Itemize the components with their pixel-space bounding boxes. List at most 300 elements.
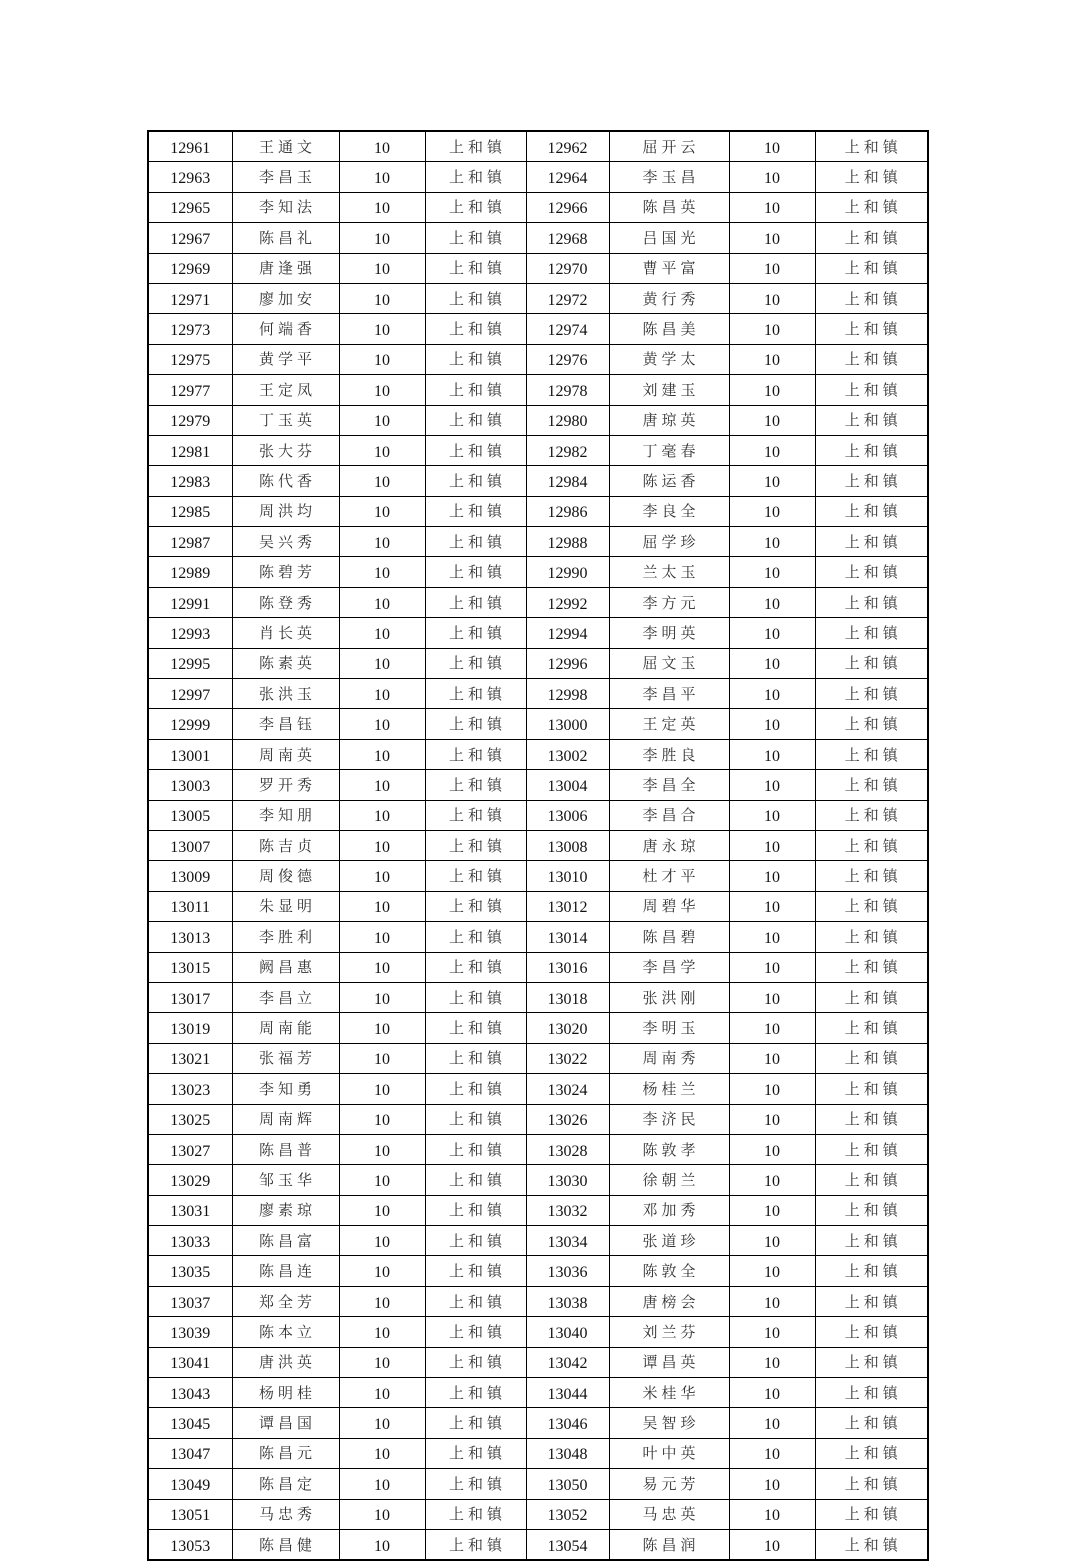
left-person-name-cell: 唐洪英 bbox=[232, 1347, 339, 1377]
left-record-id-cell: 12981 bbox=[148, 435, 232, 465]
left-town-name-cell: 上和镇 bbox=[425, 1317, 526, 1347]
table-row bbox=[148, 891, 928, 921]
left-town-name-cell: 上和镇 bbox=[425, 223, 526, 253]
right-town-name-cell: 上和镇 bbox=[815, 223, 928, 253]
right-record-id-cell: 13042 bbox=[526, 1347, 609, 1377]
right-amount-cell: 10 bbox=[729, 770, 815, 800]
left-town-name-cell: 上和镇 bbox=[425, 405, 526, 435]
right-amount-cell: 10 bbox=[729, 253, 815, 283]
left-record-id-cell: 13015 bbox=[148, 952, 232, 982]
right-town-name-cell: 上和镇 bbox=[815, 1499, 928, 1529]
right-record-id-cell: 12990 bbox=[526, 557, 609, 587]
right-person-name-cell: 屈开云 bbox=[609, 131, 729, 162]
left-record-id-cell: 12989 bbox=[148, 557, 232, 587]
left-record-id-cell: 12987 bbox=[148, 527, 232, 557]
left-person-name-cell: 朱显明 bbox=[232, 891, 339, 921]
table-row bbox=[148, 800, 928, 830]
left-record-id-cell: 13003 bbox=[148, 770, 232, 800]
left-amount-cell: 10 bbox=[339, 253, 425, 283]
left-amount-cell: 10 bbox=[339, 1134, 425, 1164]
right-record-id-cell: 13040 bbox=[526, 1317, 609, 1347]
left-person-name-cell: 马忠秀 bbox=[232, 1499, 339, 1529]
left-record-id-cell: 13007 bbox=[148, 830, 232, 860]
left-person-name-cell: 陈登秀 bbox=[232, 587, 339, 617]
left-person-name-cell: 陈吉贞 bbox=[232, 830, 339, 860]
table-row bbox=[148, 1469, 928, 1499]
left-record-id-cell: 13023 bbox=[148, 1074, 232, 1104]
left-person-name-cell: 陈本立 bbox=[232, 1317, 339, 1347]
table-row bbox=[148, 1134, 928, 1164]
left-record-id-cell: 13009 bbox=[148, 861, 232, 891]
table-row bbox=[148, 223, 928, 253]
left-amount-cell: 10 bbox=[339, 739, 425, 769]
right-record-id-cell: 13030 bbox=[526, 1165, 609, 1195]
left-amount-cell: 10 bbox=[339, 1074, 425, 1104]
right-amount-cell: 10 bbox=[729, 800, 815, 830]
left-person-name-cell: 李知法 bbox=[232, 192, 339, 222]
left-record-id-cell: 13013 bbox=[148, 922, 232, 952]
left-amount-cell: 10 bbox=[339, 527, 425, 557]
right-amount-cell: 10 bbox=[729, 1134, 815, 1164]
right-town-name-cell: 上和镇 bbox=[815, 1408, 928, 1438]
right-town-name-cell: 上和镇 bbox=[815, 253, 928, 283]
right-person-name-cell: 黄行秀 bbox=[609, 283, 729, 313]
right-amount-cell: 10 bbox=[729, 466, 815, 496]
right-town-name-cell: 上和镇 bbox=[815, 375, 928, 405]
right-record-id-cell: 13008 bbox=[526, 830, 609, 860]
right-record-id-cell: 12984 bbox=[526, 466, 609, 496]
right-record-id-cell: 13014 bbox=[526, 922, 609, 952]
right-person-name-cell: 周南秀 bbox=[609, 1043, 729, 1073]
left-amount-cell: 10 bbox=[339, 1286, 425, 1316]
right-town-name-cell: 上和镇 bbox=[815, 739, 928, 769]
left-person-name-cell: 陈昌连 bbox=[232, 1256, 339, 1286]
left-town-name-cell: 上和镇 bbox=[425, 314, 526, 344]
left-person-name-cell: 陈昌富 bbox=[232, 1226, 339, 1256]
left-amount-cell: 10 bbox=[339, 131, 425, 162]
left-record-id-cell: 13021 bbox=[148, 1043, 232, 1073]
right-record-id-cell: 13052 bbox=[526, 1499, 609, 1529]
right-person-name-cell: 李明英 bbox=[609, 618, 729, 648]
right-record-id-cell: 13044 bbox=[526, 1378, 609, 1408]
right-town-name-cell: 上和镇 bbox=[815, 1286, 928, 1316]
table-row bbox=[148, 344, 928, 374]
left-person-name-cell: 周南英 bbox=[232, 739, 339, 769]
left-town-name-cell: 上和镇 bbox=[425, 1408, 526, 1438]
right-town-name-cell: 上和镇 bbox=[815, 1104, 928, 1134]
right-town-name-cell: 上和镇 bbox=[815, 1043, 928, 1073]
right-town-name-cell: 上和镇 bbox=[815, 770, 928, 800]
right-amount-cell: 10 bbox=[729, 982, 815, 1012]
left-person-name-cell: 廖素琼 bbox=[232, 1195, 339, 1225]
table-row bbox=[148, 314, 928, 344]
right-person-name-cell: 周碧华 bbox=[609, 891, 729, 921]
right-amount-cell: 10 bbox=[729, 648, 815, 678]
left-amount-cell: 10 bbox=[339, 1256, 425, 1286]
left-person-name-cell: 杨明桂 bbox=[232, 1378, 339, 1408]
right-amount-cell: 10 bbox=[729, 587, 815, 617]
right-town-name-cell: 上和镇 bbox=[815, 709, 928, 739]
table-row bbox=[148, 1104, 928, 1134]
right-town-name-cell: 上和镇 bbox=[815, 1347, 928, 1377]
left-person-name-cell: 王定凤 bbox=[232, 375, 339, 405]
left-amount-cell: 10 bbox=[339, 587, 425, 617]
left-town-name-cell: 上和镇 bbox=[425, 709, 526, 739]
right-person-name-cell: 李良全 bbox=[609, 496, 729, 526]
left-amount-cell: 10 bbox=[339, 861, 425, 891]
right-town-name-cell: 上和镇 bbox=[815, 1438, 928, 1468]
right-person-name-cell: 易元芳 bbox=[609, 1469, 729, 1499]
left-town-name-cell: 上和镇 bbox=[425, 1256, 526, 1286]
left-amount-cell: 10 bbox=[339, 283, 425, 313]
right-amount-cell: 10 bbox=[729, 314, 815, 344]
right-town-name-cell: 上和镇 bbox=[815, 1074, 928, 1104]
right-record-id-cell: 12988 bbox=[526, 527, 609, 557]
right-town-name-cell: 上和镇 bbox=[815, 1134, 928, 1164]
right-amount-cell: 10 bbox=[729, 922, 815, 952]
right-amount-cell: 10 bbox=[729, 1469, 815, 1499]
left-town-name-cell: 上和镇 bbox=[425, 1378, 526, 1408]
right-person-name-cell: 张道珍 bbox=[609, 1226, 729, 1256]
right-town-name-cell: 上和镇 bbox=[815, 1469, 928, 1499]
table-row bbox=[148, 527, 928, 557]
right-amount-cell: 10 bbox=[729, 435, 815, 465]
left-amount-cell: 10 bbox=[339, 1529, 425, 1560]
right-amount-cell: 10 bbox=[729, 1195, 815, 1225]
right-person-name-cell: 黄学太 bbox=[609, 344, 729, 374]
left-town-name-cell: 上和镇 bbox=[425, 922, 526, 952]
right-amount-cell: 10 bbox=[729, 1226, 815, 1256]
left-record-id-cell: 13041 bbox=[148, 1347, 232, 1377]
right-person-name-cell: 屈学珍 bbox=[609, 527, 729, 557]
right-person-name-cell: 杜才平 bbox=[609, 861, 729, 891]
left-person-name-cell: 王通文 bbox=[232, 131, 339, 162]
left-record-id-cell: 12991 bbox=[148, 587, 232, 617]
right-record-id-cell: 12998 bbox=[526, 679, 609, 709]
table-row bbox=[148, 405, 928, 435]
left-record-id-cell: 13017 bbox=[148, 982, 232, 1012]
table-row bbox=[148, 1438, 928, 1468]
left-amount-cell: 10 bbox=[339, 618, 425, 648]
left-record-id-cell: 13037 bbox=[148, 1286, 232, 1316]
left-amount-cell: 10 bbox=[339, 1104, 425, 1134]
right-record-id-cell: 12970 bbox=[526, 253, 609, 283]
right-record-id-cell: 13036 bbox=[526, 1256, 609, 1286]
left-town-name-cell: 上和镇 bbox=[425, 466, 526, 496]
right-record-id-cell: 13016 bbox=[526, 952, 609, 982]
table-row bbox=[148, 466, 928, 496]
table-row bbox=[148, 496, 928, 526]
left-amount-cell: 10 bbox=[339, 1347, 425, 1377]
left-record-id-cell: 13043 bbox=[148, 1378, 232, 1408]
left-person-name-cell: 廖加安 bbox=[232, 283, 339, 313]
left-amount-cell: 10 bbox=[339, 314, 425, 344]
right-town-name-cell: 上和镇 bbox=[815, 800, 928, 830]
right-record-id-cell: 13004 bbox=[526, 770, 609, 800]
right-record-id-cell: 13032 bbox=[526, 1195, 609, 1225]
right-record-id-cell: 12974 bbox=[526, 314, 609, 344]
left-town-name-cell: 上和镇 bbox=[425, 1438, 526, 1468]
right-amount-cell: 10 bbox=[729, 952, 815, 982]
table-row bbox=[148, 1013, 928, 1043]
left-person-name-cell: 陈昌定 bbox=[232, 1469, 339, 1499]
left-amount-cell: 10 bbox=[339, 1043, 425, 1073]
left-town-name-cell: 上和镇 bbox=[425, 557, 526, 587]
right-town-name-cell: 上和镇 bbox=[815, 466, 928, 496]
right-amount-cell: 10 bbox=[729, 496, 815, 526]
right-person-name-cell: 唐榜会 bbox=[609, 1286, 729, 1316]
left-amount-cell: 10 bbox=[339, 1013, 425, 1043]
left-record-id-cell: 12975 bbox=[148, 344, 232, 374]
left-record-id-cell: 13027 bbox=[148, 1134, 232, 1164]
left-town-name-cell: 上和镇 bbox=[425, 253, 526, 283]
table-row bbox=[148, 922, 928, 952]
right-person-name-cell: 刘建玉 bbox=[609, 375, 729, 405]
right-record-id-cell: 12968 bbox=[526, 223, 609, 253]
right-amount-cell: 10 bbox=[729, 192, 815, 222]
right-amount-cell: 10 bbox=[729, 1408, 815, 1438]
left-amount-cell: 10 bbox=[339, 1438, 425, 1468]
left-town-name-cell: 上和镇 bbox=[425, 952, 526, 982]
left-record-id-cell: 12985 bbox=[148, 496, 232, 526]
right-person-name-cell: 徐朝兰 bbox=[609, 1165, 729, 1195]
left-amount-cell: 10 bbox=[339, 162, 425, 192]
left-person-name-cell: 陈昌礼 bbox=[232, 223, 339, 253]
right-record-id-cell: 13026 bbox=[526, 1104, 609, 1134]
left-person-name-cell: 邹玉华 bbox=[232, 1165, 339, 1195]
left-person-name-cell: 唐逢强 bbox=[232, 253, 339, 283]
left-person-name-cell: 阙昌惠 bbox=[232, 952, 339, 982]
right-record-id-cell: 12982 bbox=[526, 435, 609, 465]
table-row bbox=[148, 1286, 928, 1316]
table-row bbox=[148, 283, 928, 313]
table-row bbox=[148, 830, 928, 860]
right-town-name-cell: 上和镇 bbox=[815, 557, 928, 587]
table-row bbox=[148, 375, 928, 405]
right-town-name-cell: 上和镇 bbox=[815, 131, 928, 162]
left-amount-cell: 10 bbox=[339, 800, 425, 830]
left-record-id-cell: 12995 bbox=[148, 648, 232, 678]
table-row bbox=[148, 1226, 928, 1256]
right-record-id-cell: 13054 bbox=[526, 1529, 609, 1560]
left-town-name-cell: 上和镇 bbox=[425, 830, 526, 860]
right-record-id-cell: 13022 bbox=[526, 1043, 609, 1073]
right-town-name-cell: 上和镇 bbox=[815, 587, 928, 617]
left-amount-cell: 10 bbox=[339, 496, 425, 526]
right-amount-cell: 10 bbox=[729, 739, 815, 769]
left-amount-cell: 10 bbox=[339, 1378, 425, 1408]
left-town-name-cell: 上和镇 bbox=[425, 1499, 526, 1529]
right-town-name-cell: 上和镇 bbox=[815, 982, 928, 1012]
left-town-name-cell: 上和镇 bbox=[425, 1074, 526, 1104]
table-row bbox=[148, 1195, 928, 1225]
table-row bbox=[148, 679, 928, 709]
right-amount-cell: 10 bbox=[729, 1013, 815, 1043]
right-town-name-cell: 上和镇 bbox=[815, 1195, 928, 1225]
right-record-id-cell: 13048 bbox=[526, 1438, 609, 1468]
right-person-name-cell: 丁毫春 bbox=[609, 435, 729, 465]
table-row bbox=[148, 1165, 928, 1195]
right-town-name-cell: 上和镇 bbox=[815, 192, 928, 222]
left-person-name-cell: 陈素英 bbox=[232, 648, 339, 678]
left-town-name-cell: 上和镇 bbox=[425, 131, 526, 162]
right-record-id-cell: 13006 bbox=[526, 800, 609, 830]
right-record-id-cell: 12992 bbox=[526, 587, 609, 617]
right-person-name-cell: 李胜良 bbox=[609, 739, 729, 769]
left-person-name-cell: 陈昌元 bbox=[232, 1438, 339, 1468]
left-person-name-cell: 周俊德 bbox=[232, 861, 339, 891]
left-amount-cell: 10 bbox=[339, 466, 425, 496]
right-town-name-cell: 上和镇 bbox=[815, 435, 928, 465]
left-town-name-cell: 上和镇 bbox=[425, 648, 526, 678]
table-row bbox=[148, 709, 928, 739]
table-row bbox=[148, 1378, 928, 1408]
left-person-name-cell: 丁玉英 bbox=[232, 405, 339, 435]
left-record-id-cell: 12977 bbox=[148, 375, 232, 405]
right-person-name-cell: 曹平富 bbox=[609, 253, 729, 283]
left-amount-cell: 10 bbox=[339, 952, 425, 982]
table-row bbox=[148, 1408, 928, 1438]
left-town-name-cell: 上和镇 bbox=[425, 527, 526, 557]
left-person-name-cell: 肖长英 bbox=[232, 618, 339, 648]
right-town-name-cell: 上和镇 bbox=[815, 618, 928, 648]
right-person-name-cell: 陈昌碧 bbox=[609, 922, 729, 952]
left-town-name-cell: 上和镇 bbox=[425, 1347, 526, 1377]
right-amount-cell: 10 bbox=[729, 1256, 815, 1286]
left-record-id-cell: 13011 bbox=[148, 891, 232, 921]
right-person-name-cell: 马忠英 bbox=[609, 1499, 729, 1529]
left-record-id-cell: 12967 bbox=[148, 223, 232, 253]
right-town-name-cell: 上和镇 bbox=[815, 162, 928, 192]
left-town-name-cell: 上和镇 bbox=[425, 679, 526, 709]
right-record-id-cell: 13024 bbox=[526, 1074, 609, 1104]
table-row bbox=[148, 861, 928, 891]
left-record-id-cell: 13005 bbox=[148, 800, 232, 830]
right-person-name-cell: 王定英 bbox=[609, 709, 729, 739]
left-person-name-cell: 何端香 bbox=[232, 314, 339, 344]
right-amount-cell: 10 bbox=[729, 1165, 815, 1195]
left-record-id-cell: 13031 bbox=[148, 1195, 232, 1225]
right-record-id-cell: 12994 bbox=[526, 618, 609, 648]
left-record-id-cell: 12973 bbox=[148, 314, 232, 344]
right-amount-cell: 10 bbox=[729, 618, 815, 648]
right-amount-cell: 10 bbox=[729, 679, 815, 709]
table-row bbox=[148, 557, 928, 587]
right-person-name-cell: 李济民 bbox=[609, 1104, 729, 1134]
right-record-id-cell: 12976 bbox=[526, 344, 609, 374]
right-record-id-cell: 13034 bbox=[526, 1226, 609, 1256]
left-town-name-cell: 上和镇 bbox=[425, 891, 526, 921]
right-person-name-cell: 李玉昌 bbox=[609, 162, 729, 192]
right-person-name-cell: 李昌平 bbox=[609, 679, 729, 709]
left-town-name-cell: 上和镇 bbox=[425, 192, 526, 222]
right-record-id-cell: 13050 bbox=[526, 1469, 609, 1499]
left-town-name-cell: 上和镇 bbox=[425, 1226, 526, 1256]
left-town-name-cell: 上和镇 bbox=[425, 375, 526, 405]
right-town-name-cell: 上和镇 bbox=[815, 1529, 928, 1560]
left-record-id-cell: 13045 bbox=[148, 1408, 232, 1438]
left-amount-cell: 10 bbox=[339, 830, 425, 860]
right-town-name-cell: 上和镇 bbox=[815, 891, 928, 921]
left-town-name-cell: 上和镇 bbox=[425, 435, 526, 465]
right-amount-cell: 10 bbox=[729, 1347, 815, 1377]
left-amount-cell: 10 bbox=[339, 1499, 425, 1529]
right-amount-cell: 10 bbox=[729, 527, 815, 557]
table-row bbox=[148, 1043, 928, 1073]
right-person-name-cell: 陈敦全 bbox=[609, 1256, 729, 1286]
right-town-name-cell: 上和镇 bbox=[815, 1378, 928, 1408]
left-record-id-cell: 13039 bbox=[148, 1317, 232, 1347]
right-town-name-cell: 上和镇 bbox=[815, 1013, 928, 1043]
left-record-id-cell: 13025 bbox=[148, 1104, 232, 1134]
right-person-name-cell: 陈昌美 bbox=[609, 314, 729, 344]
left-person-name-cell: 张福芳 bbox=[232, 1043, 339, 1073]
left-town-name-cell: 上和镇 bbox=[425, 770, 526, 800]
left-record-id-cell: 12993 bbox=[148, 618, 232, 648]
right-record-id-cell: 13028 bbox=[526, 1134, 609, 1164]
right-town-name-cell: 上和镇 bbox=[815, 1317, 928, 1347]
right-person-name-cell: 唐琼英 bbox=[609, 405, 729, 435]
left-amount-cell: 10 bbox=[339, 405, 425, 435]
left-town-name-cell: 上和镇 bbox=[425, 861, 526, 891]
left-person-name-cell: 张洪玉 bbox=[232, 679, 339, 709]
left-town-name-cell: 上和镇 bbox=[425, 982, 526, 1012]
table-row bbox=[148, 618, 928, 648]
right-record-id-cell: 13038 bbox=[526, 1286, 609, 1316]
right-amount-cell: 10 bbox=[729, 1378, 815, 1408]
left-amount-cell: 10 bbox=[339, 344, 425, 374]
left-amount-cell: 10 bbox=[339, 1317, 425, 1347]
table-row bbox=[148, 1499, 928, 1529]
table-row bbox=[148, 739, 928, 769]
right-person-name-cell: 邓加秀 bbox=[609, 1195, 729, 1225]
right-town-name-cell: 上和镇 bbox=[815, 344, 928, 374]
right-amount-cell: 10 bbox=[729, 1499, 815, 1529]
right-person-name-cell: 吕国光 bbox=[609, 223, 729, 253]
right-town-name-cell: 上和镇 bbox=[815, 527, 928, 557]
right-record-id-cell: 13010 bbox=[526, 861, 609, 891]
left-town-name-cell: 上和镇 bbox=[425, 1286, 526, 1316]
right-person-name-cell: 李明玉 bbox=[609, 1013, 729, 1043]
left-town-name-cell: 上和镇 bbox=[425, 1134, 526, 1164]
left-person-name-cell: 郑全芳 bbox=[232, 1286, 339, 1316]
left-record-id-cell: 13001 bbox=[148, 739, 232, 769]
right-amount-cell: 10 bbox=[729, 375, 815, 405]
right-town-name-cell: 上和镇 bbox=[815, 648, 928, 678]
right-person-name-cell: 陈运香 bbox=[609, 466, 729, 496]
left-amount-cell: 10 bbox=[339, 223, 425, 253]
left-amount-cell: 10 bbox=[339, 435, 425, 465]
right-person-name-cell: 陈昌润 bbox=[609, 1529, 729, 1560]
left-record-id-cell: 13035 bbox=[148, 1256, 232, 1286]
table-row bbox=[148, 192, 928, 222]
right-amount-cell: 10 bbox=[729, 223, 815, 253]
table-row bbox=[148, 1347, 928, 1377]
left-amount-cell: 10 bbox=[339, 1195, 425, 1225]
left-town-name-cell: 上和镇 bbox=[425, 496, 526, 526]
left-record-id-cell: 12983 bbox=[148, 466, 232, 496]
right-record-id-cell: 12980 bbox=[526, 405, 609, 435]
right-amount-cell: 10 bbox=[729, 861, 815, 891]
right-amount-cell: 10 bbox=[729, 1286, 815, 1316]
right-record-id-cell: 12972 bbox=[526, 283, 609, 313]
left-person-name-cell: 李胜利 bbox=[232, 922, 339, 952]
right-amount-cell: 10 bbox=[729, 1104, 815, 1134]
left-town-name-cell: 上和镇 bbox=[425, 344, 526, 374]
right-person-name-cell: 李方元 bbox=[609, 587, 729, 617]
table-row bbox=[148, 1256, 928, 1286]
right-person-name-cell: 叶中英 bbox=[609, 1438, 729, 1468]
